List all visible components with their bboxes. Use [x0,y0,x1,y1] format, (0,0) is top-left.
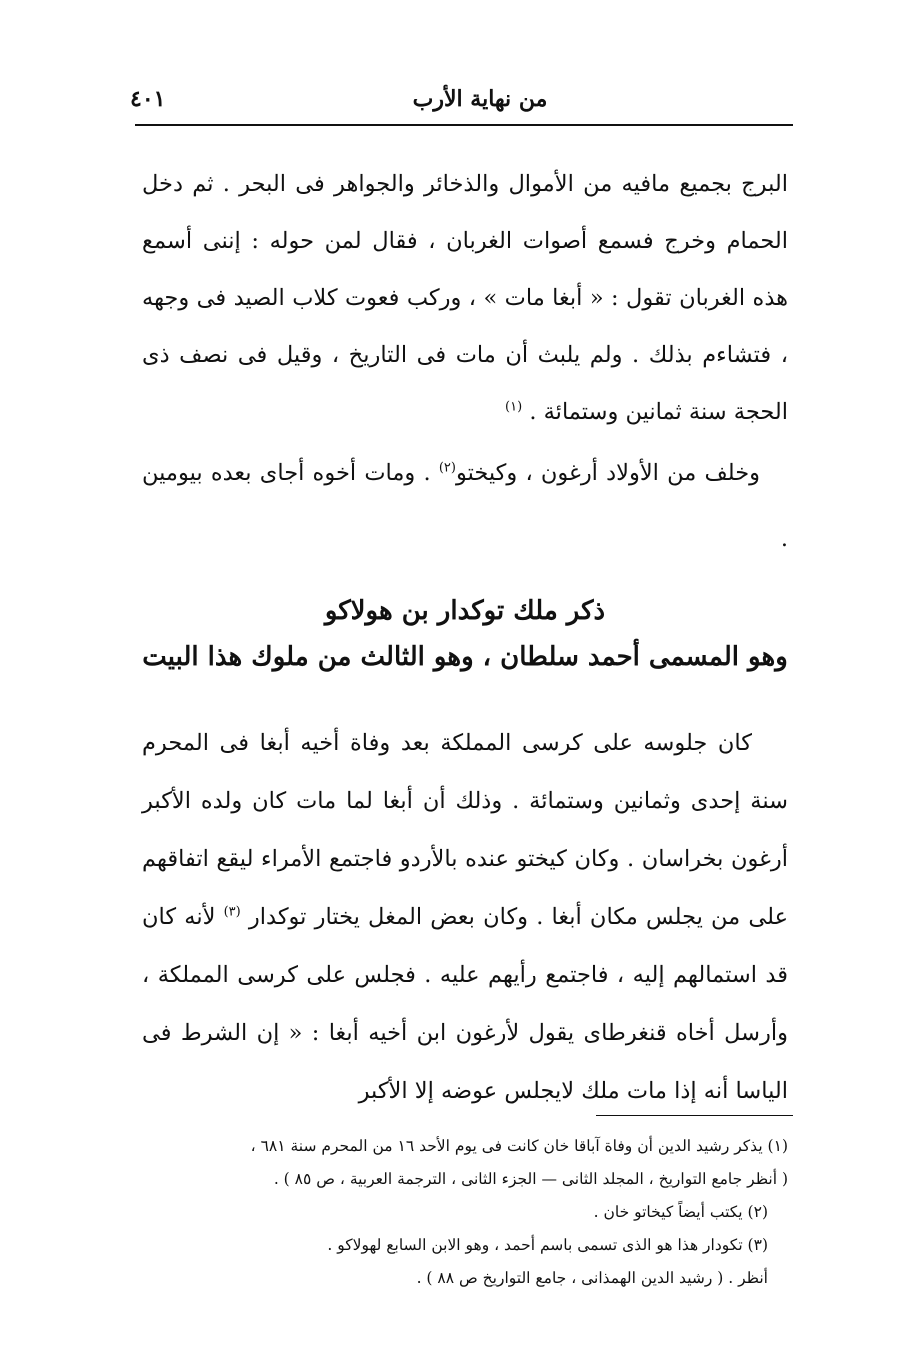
footnote-mark-2: (٢) [438,460,456,476]
paragraph-1 [142,156,788,441]
paragraph-3-text-end: لأنه كان قد استمالهم إليه ، فاجتمع رأيهم عليه . فجلس على كرسى المملكة ، وأرسل أخاه قنغرطاى يقول لأرغون ابن أخيه أبغا : « إن الشرط فى الياسا أنه إذا مات ملك لايجلس عوضه إلا الأكبر [142,904,788,1104]
section-heading-line-2: وهو المسمى أحمد سلطان ، وهو الثالث من ملوك هذا البيت [142,642,788,672]
paragraph-2 [142,440,788,572]
paragraph-3 [142,714,788,1120]
paragraph-3-text-start: كان جلوسه على كرسى المملكة بعد وفاة أخيه أبغا فى المحرم سنة إحدى وثمانين وستمائة . وذلك أن أبغا لما مات كان ولده الأكبر أرغون بخراسان . وكان كيختو عنده بالأردو فاجتمع الأمراء ليقع اتفاقهم على من يجلس مكان أبغا . وكان بعض المغل يختار توكدار [142,730,788,930]
header-rule [135,124,793,126]
footnote-mark-3: (٣) [223,904,241,920]
paragraph-2-text-start: وخلف من الأولاد أرغون ، وكيختو [455,460,760,486]
running-title: من نهاية الأرب [412,86,548,112]
footnotes [142,1130,788,1295]
footnote-mark-1: (١) [505,399,523,415]
footnote-1-line-1: (١) يذكر رشيد الدين أن وفاة آباقا خان كانت فى يوم الأحد ١٦ من المحرم سنة ٦٨١ ، [250,1137,788,1155]
footnote-2: (٢) يكتب أيضاً كيخاتو خان . [593,1203,768,1221]
page-number: ٤٠١ [130,86,166,112]
paragraph-2-text-end: . ومات أخوه أجاى بعده بيومين . [142,460,788,552]
footnote-3-line-2: أنظر . ( رشيد الدين الهمذانى ، جامع التواريخ ص ٨٨ ) . [416,1269,768,1287]
footnote-rule [596,1115,793,1116]
footnote-1-line-2: ( أنظر جامع التواريخ ، المجلد الثانى — الجزء الثانى ، الترجمة العربية ، ص ٨٥ ) . [273,1170,788,1188]
footnote-3-line-1: (٣) تكودار هذا هو الذى تسمى باسم أحمد ، وهو الابن السابع لهولاكو . [327,1236,768,1254]
paragraph-1-text: البرج بجميع مافيه من الأموال والذخائر والجواهر فى البحر . ثم دخل الحمام وخرج فسمع أصوات الغربان ، فقال لمن حوله : إننى أسمع هذه الغربان تقول : « أبغا مات » ، وركب فعوت كلاب الصيد فى وجهه ، فتشاءم بذلك . ولم يلبث أن مات فى التاريخ ، وقيل فى نصف ذى الحجة سنة ثمانين وستمائة . [142,171,788,425]
section-heading-line-1: ذكر ملك توكدار بن هولاكو [324,596,606,626]
